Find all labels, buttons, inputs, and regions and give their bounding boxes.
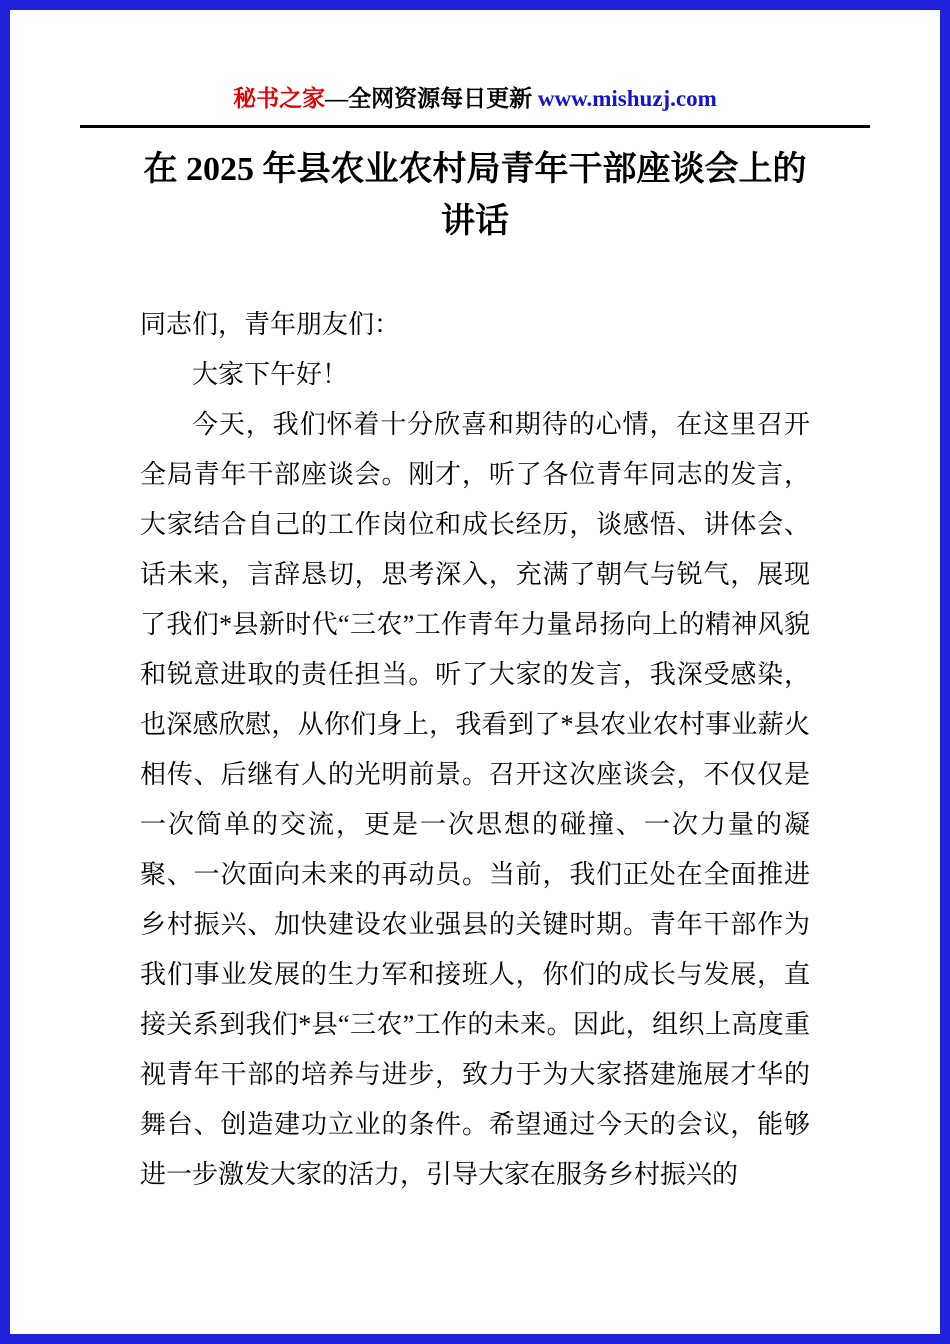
document-title: [130, 144, 820, 248]
header-divider: [80, 125, 870, 128]
greeting-line: 大家下午好！: [192, 360, 349, 389]
document-body: [140, 300, 810, 1200]
paragraph-1: 今天，我们怀着十分欣喜和期待的心情，在这里召开全局青年干部座谈会。刚才，听了各位青年同志的发言，大家结合自己的工作岗位和成长经历，谈感悟、讲体会、话未来，言辞恳切，思考深入，充满了朝气与锐气，展现了我们*县新时代“三农”工作青年力量昂扬向上的精神风貌和锐意进取的责任担当。听了大家的发言，我深受感染，也深感欣慰，从你们身上，我看到了*县农业农村事业薪火相传、后继有人的光明前景。召开这次座谈会，不仅仅是一次简单的交流，更是一次思想的碰撞、一次力量的凝聚、一次面向未来的再动员。当前，我们正处在全面推进乡村振兴、加快建设农业强县的关键时期。青年干部作为我们事业发展的生力军和接班人，你们的成长与发展，直接关系到我们*县“三农”工作的未来。因此，组织上高度重视青年干部的培养与进步，致力于为大家搭建施展才华的舞台、创造建功立业的条件。希望通过今天的会议，能够进一步激发大家的活力，引导大家在服务乡村振兴的: [140, 410, 810, 1189]
document-title-line1: 在 2025 年县农业农村局青年干部座谈会上的: [143, 151, 807, 188]
header-tagline: —全网资源每日更新: [325, 86, 533, 111]
site-url-link[interactable]: www.mishuzj.com: [537, 86, 717, 111]
salutation-line: 同志们，青年朋友们：: [140, 310, 401, 339]
document-title-line2: 讲话: [441, 203, 509, 240]
page-header: [10, 80, 940, 113]
site-brand: 秘书之家: [233, 86, 326, 111]
